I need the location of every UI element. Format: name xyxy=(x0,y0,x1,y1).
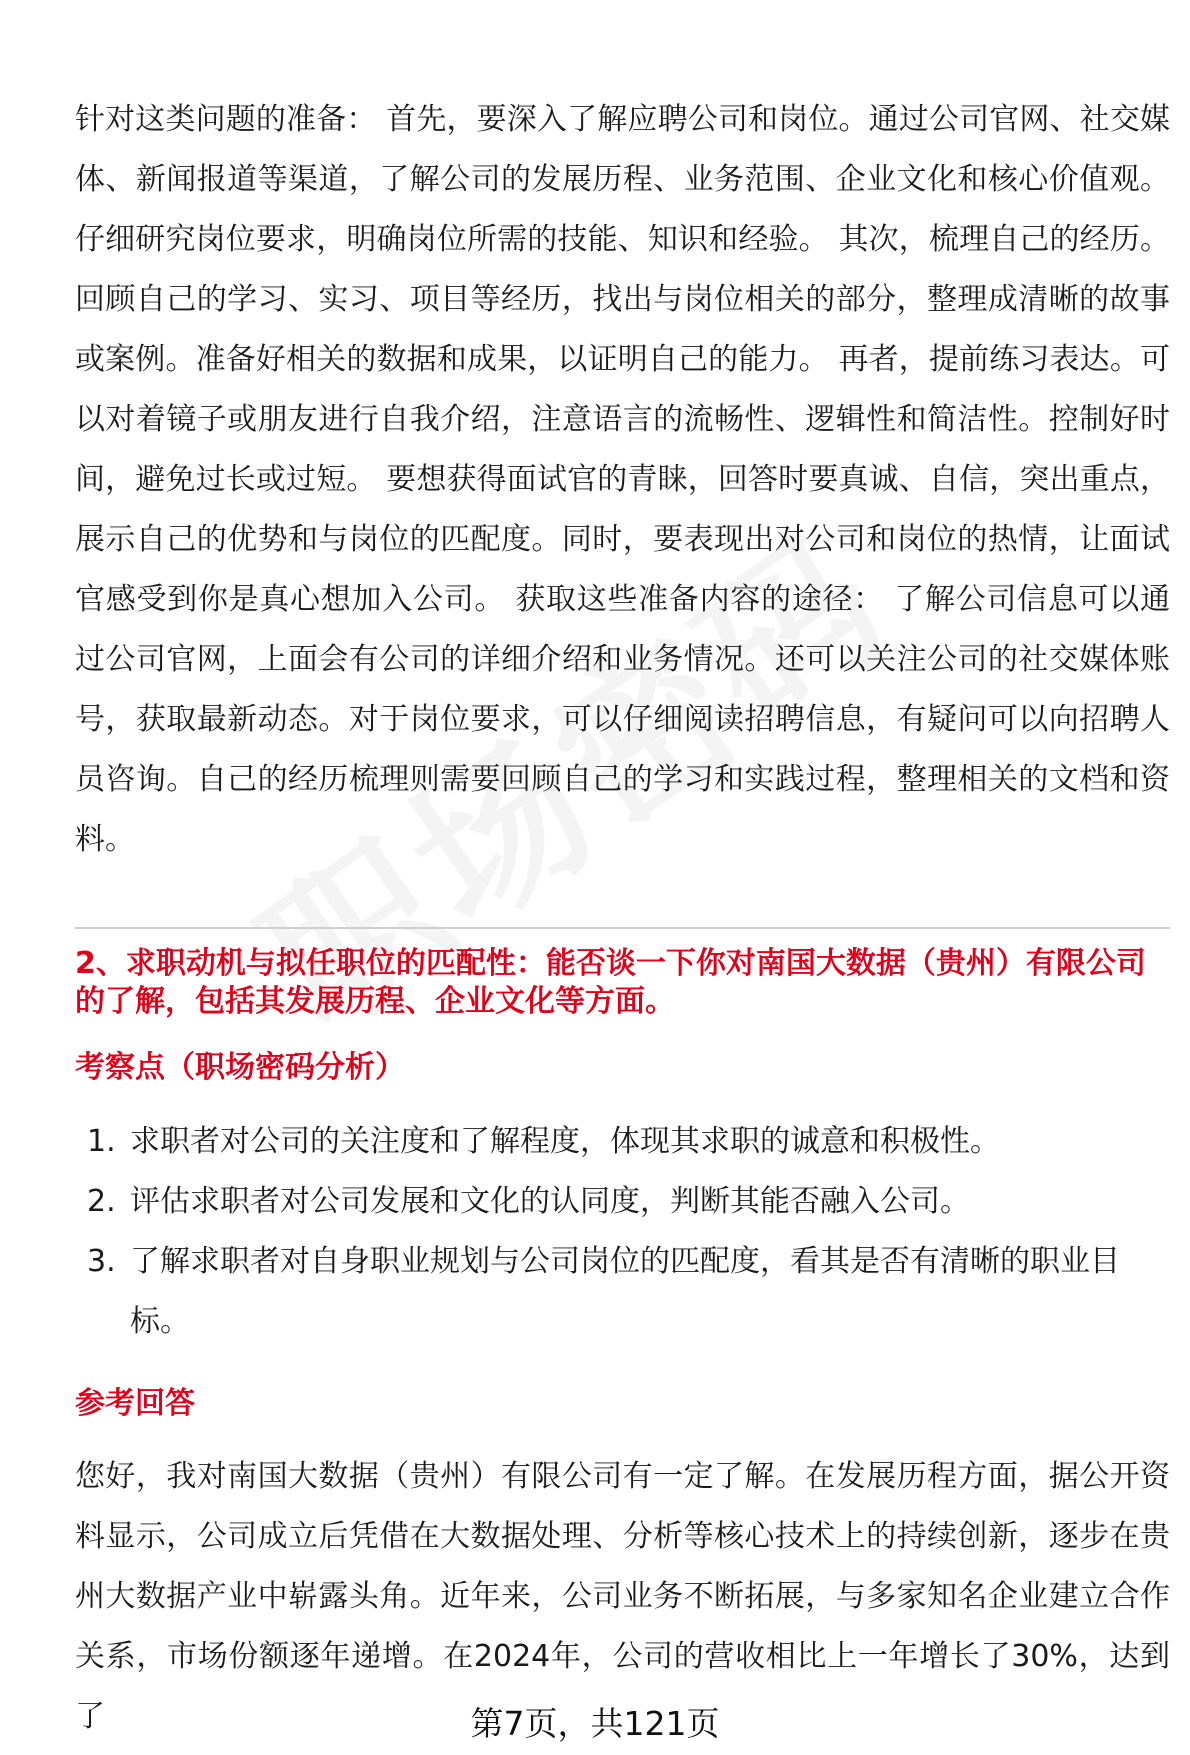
section-divider xyxy=(75,927,1170,929)
points-heading: 考察点（职场密码分析） xyxy=(75,1050,405,1085)
list-item-text: 求职者对公司的关注度和了解程度，体现其求职的诚意和积极性。 xyxy=(130,1124,1000,1159)
answer-paragraph: 您好，我对南国大数据（贵州）有限公司有一定了解。在发展历程方面，据公开资料显示，公司成立后凭借在大数据处理、分析等核心技术上的持续创新，逐步在贵州大数据产业中崭露头角。近年来，公司业务不断拓展，与多家知名企业建立合作关系，市场份额逐年递增。在2024年，公司的营收相比上一年增长了30%，达到了 xyxy=(75,1459,1170,1734)
list-item-text: 了解求职者对自身职业规划与公司岗位的匹配度，看其是否有清晰的职业目标。 xyxy=(130,1244,1120,1339)
list-item-number: 2. xyxy=(87,1184,116,1219)
list-item xyxy=(75,1112,1170,1172)
list-item-number: 3. xyxy=(87,1244,116,1279)
intro-paragraph: 针对这类问题的准备： 首先，要深入了解应聘公司和岗位。通过公司官网、社交媒体、新闻报道等渠道，了解公司的发展历程、业务范围、企业文化和核心价值观。仔细研究岗位要求，明确岗位所需的技能、知识和经验。 其次，梳理自己的经历。回顾自己的学习、实习、项目等经历，找出与岗位相关的部分，整理成清晰的故事或案例。准备好相关的数据和成果，以证明自己的能力。 再者，提前练习表达。可以对着镜子或朋友进行自我介绍，注意语言的流畅性、逻辑性和简洁性。控制好时间，避免过长或过短。 要想获得面试官的青睐，回答时要真诚、自信，突出重点，展示自己的优势和与岗位的匹配度。同时，要表现出对公司和岗位的热情，让面试官感受到你是真心想加入公司。 获取这些准备内容的途径： 了解公司信息可以通过公司官网，上面会有公司的详细介绍和业务情况。还可以关注公司的社交媒体账号，获取最新动态。对于岗位要求，可以仔细阅读招聘信息，有疑问可以向招聘人员咨询。自己的经历梳理则需要回顾自己的学习和实践过程，整理相关的文档和资料。 xyxy=(75,102,1170,857)
page-number-footer: 第7页，共121页 xyxy=(470,1704,720,1743)
list-item xyxy=(75,1172,1170,1232)
points-list xyxy=(75,1112,1170,1352)
list-item-number: 1. xyxy=(87,1124,116,1159)
answer-heading: 参考回答 xyxy=(75,1386,195,1421)
question-heading: 2、求职动机与拟任职位的匹配性：能否谈一下你对南国大数据（贵州）有限公司的了解，包括其发展历程、企业文化等方面。 xyxy=(75,946,1146,1019)
list-item xyxy=(75,1232,1170,1352)
list-item-text: 评估求职者对公司发展和文化的认同度，判断其能否融入公司。 xyxy=(130,1184,970,1219)
